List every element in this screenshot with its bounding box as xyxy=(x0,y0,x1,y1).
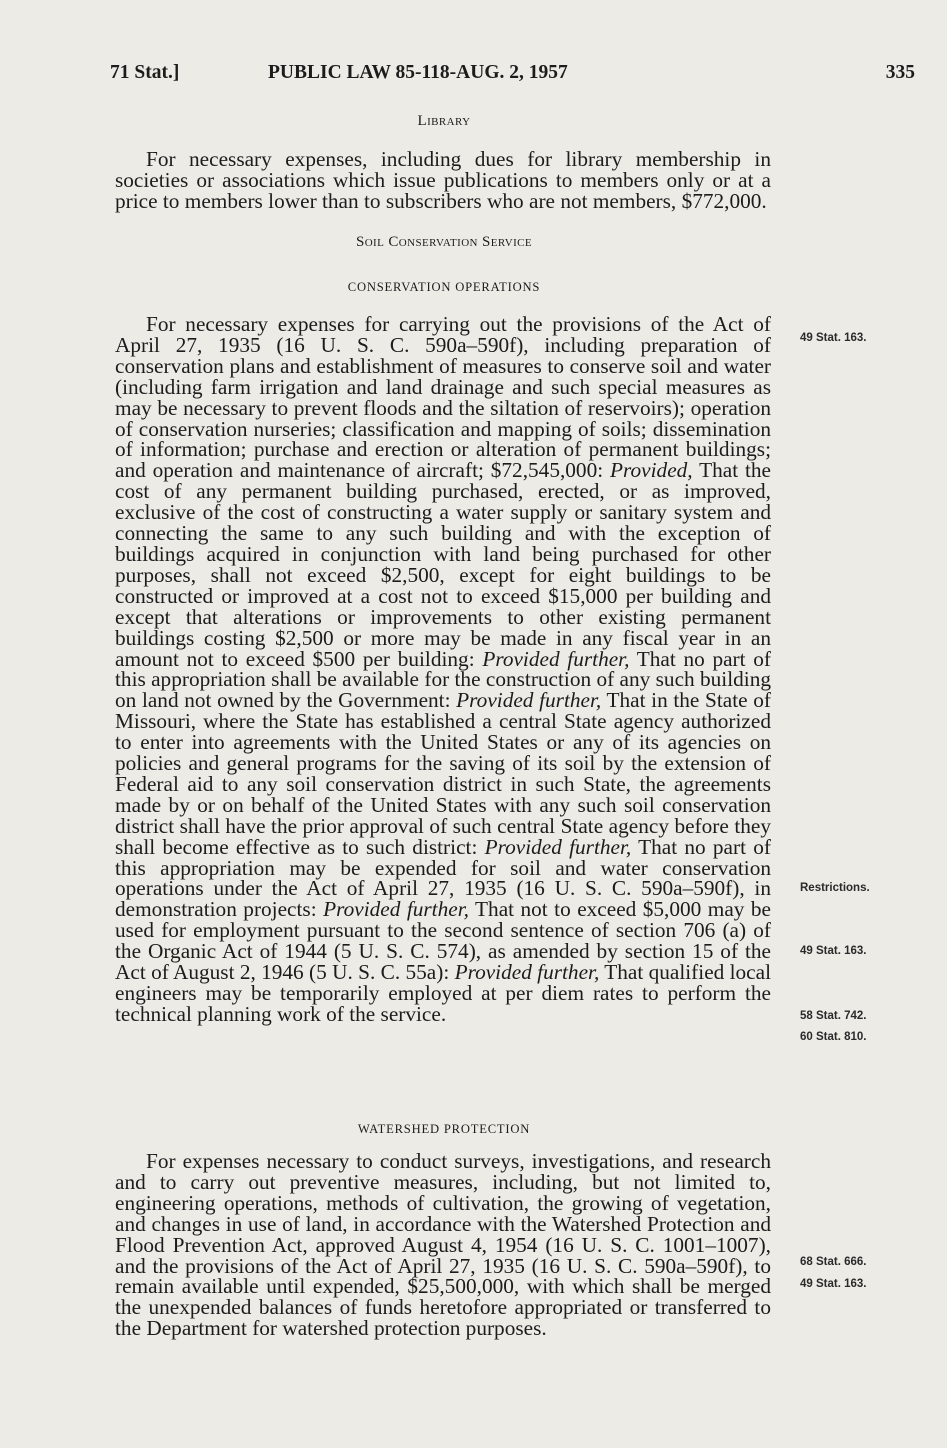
proviso-label: Provided further, xyxy=(482,646,630,671)
conservation-operations-paragraph xyxy=(115,314,771,1025)
soil-conservation-heading: Soil Conservation Service xyxy=(355,234,533,250)
proviso-label: Provided, xyxy=(610,458,693,483)
proviso-label: Provided further, xyxy=(454,960,600,985)
proviso-label: Provided further, xyxy=(484,834,632,859)
text-segment: That the cost of any permanent building purchased, erected, or as improved, exclusive of the cost of constructing a water supply or sanitary system and connecting the same to any such building and with the exception of buildings acquired in conjunction with land being purchased for other purposes, shall not exceed $2,500, except for eight buildings to be constructed or improved at a cost not to exceed $15,000 per building and except that alterations or improvements to other existing permanent buildings costing $2,500 or more may be made in any fiscal year in an amount not to exceed $500 per building: xyxy=(115,458,771,671)
proviso-label: Provided further, xyxy=(456,688,602,713)
margin-note: 58 Stat. 742. xyxy=(800,1010,867,1022)
library-heading: Library xyxy=(417,113,471,129)
running-head-volume: 71 Stat.] xyxy=(110,62,180,83)
margin-note: Restrictions. xyxy=(800,882,870,894)
watershed-protection-text: For expenses necessary to conduct surveys, investigations, and research and to carry out preventive measures, including, but not limited to, engineering operations, methods of cultivation, the growing of vegetation, and changes in use of land, in accordance with the Watershed Protection and Flood Prevention Act, approved August 4, 1954 (16 U. S. C. 1001–1007), and the provisions of the Act of April 27, 1935 (16 U. S. C. 590a–590f), to remain available until expended, $25,500,000, with which shall be merged the unexpended balances of funds heretofore appropriated or transferred to the Department for watershed protection purposes. xyxy=(115,1149,771,1341)
watershed-protection-heading: WATERSHED PROTECTION xyxy=(357,1122,531,1136)
library-paragraph xyxy=(115,149,771,212)
margin-note: 49 Stat. 163. xyxy=(800,1278,867,1290)
conservation-operations-heading: CONSERVATION OPERATIONS xyxy=(347,280,541,294)
proviso-label: Provided further, xyxy=(323,897,469,922)
margin-note: 60 Stat. 810. xyxy=(800,1031,867,1043)
text-segment: For necessary expenses for carrying out the provisions of the Act of April 27, 1935 (16 U. S. C. 590a–590f), including preparation of conservation plans and establishment of measures to conserve soil and water (including farm irrigation and land drainage and such special measures as may be necessary to prevent floods and the siltation of reservoirs); operation of conservation nurseries; classification and mapping of soils; dissemination of information; purchase and erection or alteration of permanent buildings; and operation and maintenance of aircraft; $72,545,000: xyxy=(115,312,771,483)
text-segment: That no part of this appropriation shall be available for the construction of any such building on land not owned by the Government: xyxy=(115,646,771,713)
conservation-operations-text xyxy=(115,314,771,1025)
margin-note: 68 Stat. 666. xyxy=(800,1256,867,1268)
running-head-title: PUBLIC LAW 85-118-AUG. 2, 1957 xyxy=(268,62,568,83)
text-segment: That no part of this appropriation may be expended for soil and water conservation operations under the Act of April 27, 1935 (16 U. S. C. 590a–590f), in demonstration projects: xyxy=(115,834,771,922)
watershed-protection-paragraph xyxy=(115,1151,771,1339)
margin-note: 49 Stat. 163. xyxy=(800,945,867,957)
text-segment: That in the State of Missouri, where the State has established a central State agency authorized to enter into agreements with the United States or any of its agencies on policies and general programs for the saving of its soil by the extension of Federal aid to any soil conservation district in such State, the agreements made by or on behalf of the United States with any such soil conservation district shall have the prior approval of such central State agency before they shall become effective as to such district: xyxy=(115,688,771,859)
page-number: 335 xyxy=(885,62,915,83)
text-segment: That not to exceed $5,000 may be used for employment pursuant to the second sentence of section 706 (a) of the Organic Act of 1944 (5 U. S. C. 574), as amended by section 15 of the Act of August 2, 1946 (5 U. S. C. 55a): xyxy=(115,897,771,985)
text-segment: That qualified local engineers may be temporarily employed at per diem rates to perform the technical planning work of the service. xyxy=(115,960,772,1026)
library-text: For necessary expenses, including dues for library membership in societies or associations which issue publications to members only or at a price to members lower than to subscribers who are not members, $772,000. xyxy=(115,147,771,213)
running-head xyxy=(110,62,920,90)
margin-note: 49 Stat. 163. xyxy=(800,332,867,344)
